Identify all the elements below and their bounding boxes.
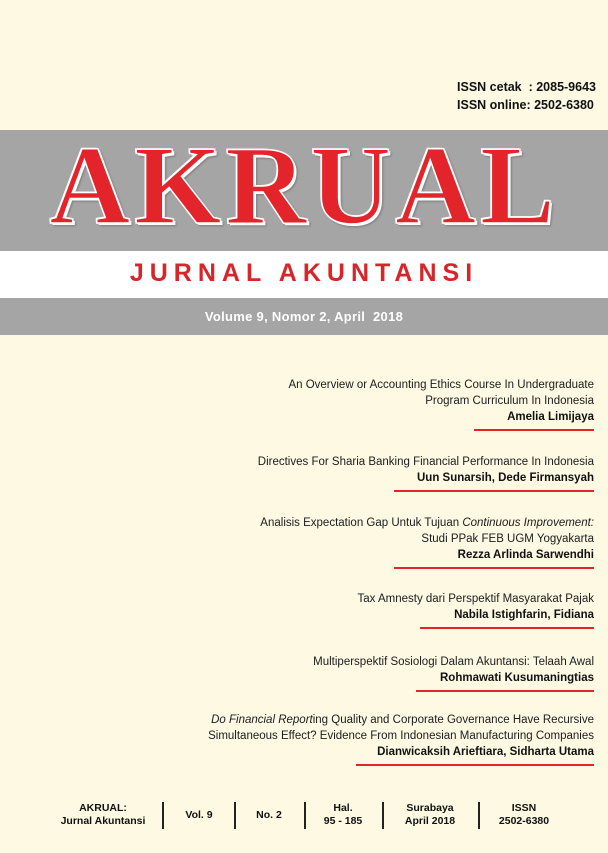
article-title: Multiperspektif Sosiologi Dalam Akuntansi: Telaah Awal [313,656,594,668]
footer-volume [166,798,232,832]
footer-divider [304,802,306,829]
article-title-italic: Continuous Improvement: [462,517,594,529]
article-authors: Rezza Arlinda Sarwendhi [457,549,594,561]
issn-block [457,78,596,114]
article-authors: Uun Sunarsih, Dede Firmansyah [416,472,594,484]
divider [474,429,594,431]
article-authors: Rohmawati Kusumaningtias [440,672,594,684]
footer-divider [234,802,236,829]
footer-volume-text: Vol. 9 [185,808,213,821]
article-title: Directives For Sharia Banking Financial Performance In Indonesia [257,456,594,468]
footer-place-date [386,798,474,832]
issn-print: ISSN cetak : 2085-9643 [457,80,596,94]
footer-pages-line2: 95 - 185 [323,815,363,827]
divider [394,490,594,492]
article-title-text: ing Quality and Corporate Governance Have Recursive [312,714,594,726]
issn-online: ISSN online: 2502-6380 [457,98,594,112]
footer-journal [48,798,158,832]
footer-pages [308,798,378,832]
article-6 [208,712,594,766]
footer-divider [162,802,164,829]
footer-issn-number: 2502-6380 [498,815,550,827]
footer-number [238,798,300,832]
article-authors: Amelia Limijaya [507,411,594,423]
footer-place: Surabaya [406,802,454,814]
article-title: Tax Amnesty dari Perspektif Masyarakat Pajak [357,593,594,605]
footer-pages-line1: Hal. [333,802,353,814]
volume-info: Volume 9, Nomor 2, April 2018 [204,309,404,324]
article-1 [288,377,594,431]
article-title [208,712,594,728]
footer-number-text: No. 2 [256,808,282,821]
article-2 [258,454,594,492]
article-3 [260,515,594,569]
article-5 [313,654,594,692]
footer-divider [478,802,480,829]
article-4 [358,591,595,629]
article-title: Simultaneous Effect? Evidence From Indonesian Manufacturing Companies [208,730,594,742]
footer-journal-line2: Jurnal Akuntansi [60,815,146,827]
footer-issn-label: ISSN [511,802,537,814]
footer-divider [382,802,384,829]
divider [420,627,594,629]
footer-issn [482,798,566,832]
article-authors: Dianwicaksih Arieftiara, Sidharta Utama [377,746,594,758]
divider [356,764,594,766]
article-authors: Nabila Istighfarin, Fidiana [454,609,594,621]
article-title [260,515,594,531]
footer-date: April 2018 [404,815,456,827]
article-title-text: Analisis Expectation Gap Untuk Tujuan [260,517,463,529]
footer-journal-line1: AKRUAL: [79,802,127,814]
journal-subtitle: JURNAL AKUNTANSI [129,259,479,287]
article-title-italic: Do Financial Report [211,714,313,726]
footer-info [0,798,608,832]
article-title: An Overview or Accounting Ethics Course In Undergraduate [288,379,594,391]
article-title: Program Curriculum In Indonesia [425,395,594,407]
article-title: Studi PPak FEB UGM Yogyakarta [421,533,594,545]
divider [416,690,594,692]
journal-title: AKRUAL [49,124,559,248]
divider [394,567,594,569]
